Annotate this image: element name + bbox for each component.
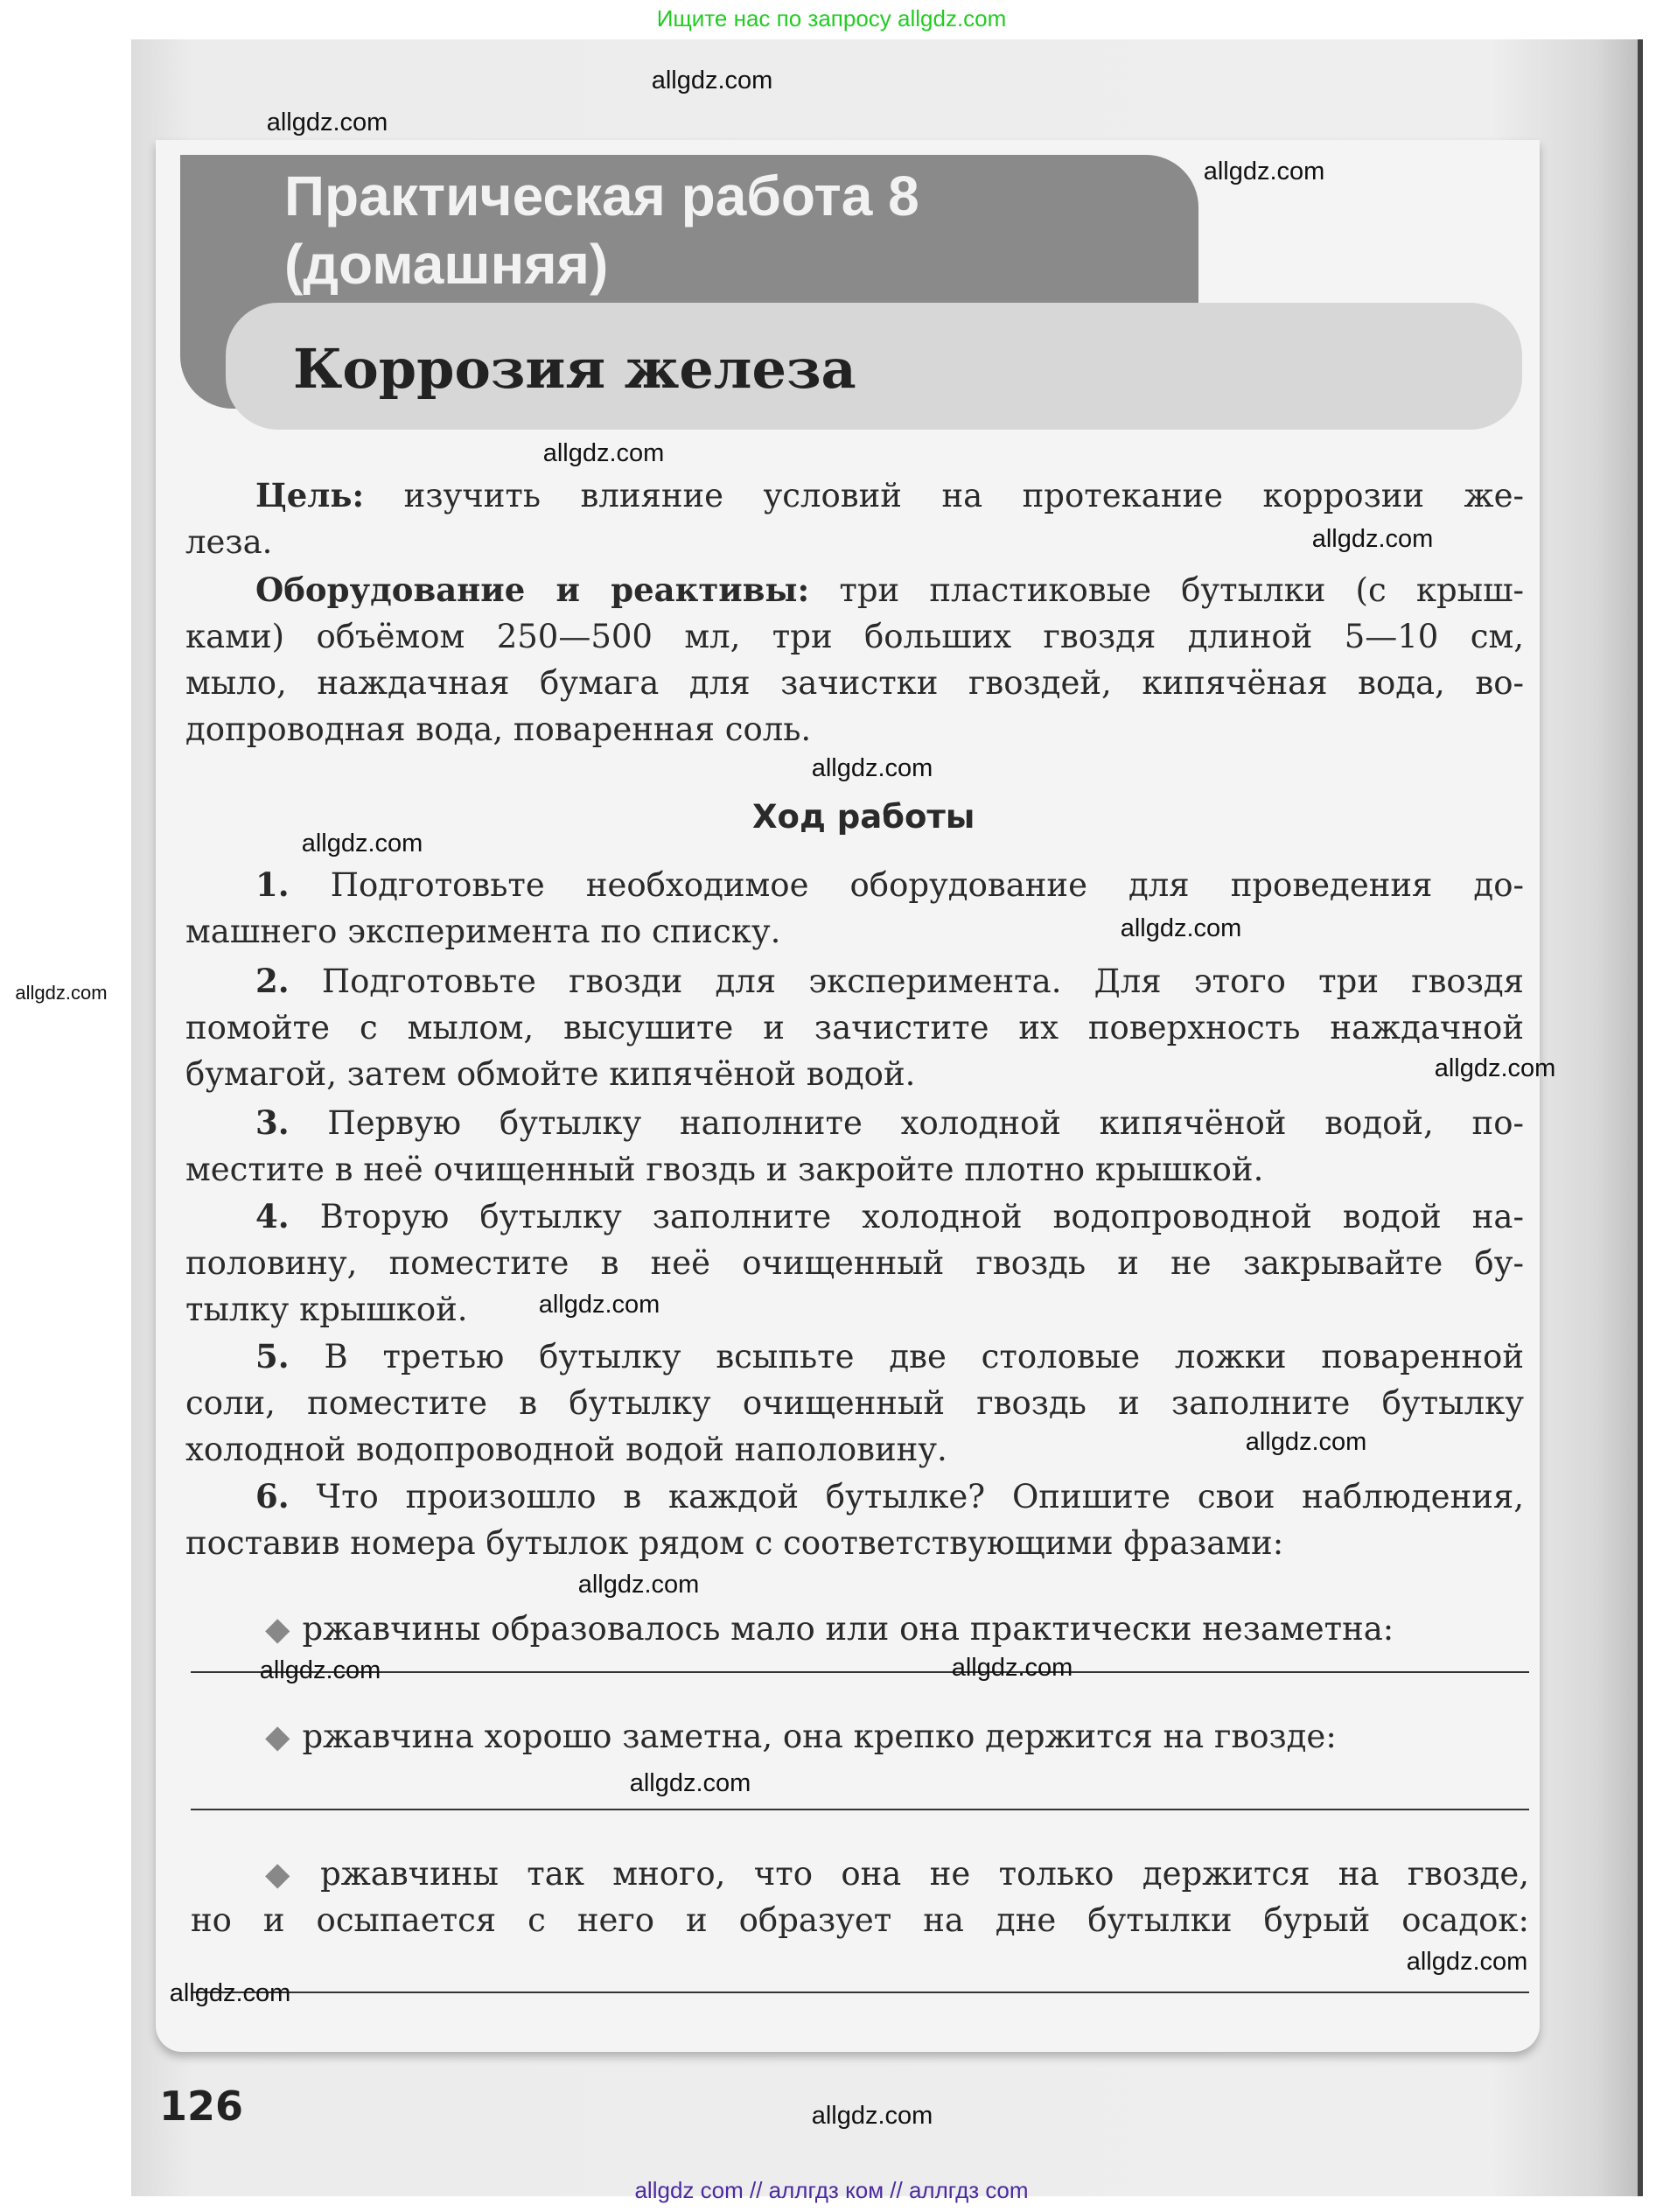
text-line	[191, 1851, 1529, 1897]
procedure-step	[185, 1100, 1524, 1193]
text-line: половину, поместите в неё очищенный гвоздь и не закрывайте бу-	[185, 1244, 1524, 1282]
diamond-bullet-icon: ◆	[265, 1855, 309, 1893]
topic-title: Коррозия железа	[293, 337, 856, 401]
observation-text: ржавчины образовалось мало или она практически незаметна:	[302, 1610, 1394, 1648]
observation-text: ржавчина хорошо заметна, она крепко держится на гвозде:	[302, 1718, 1337, 1755]
text-line: леза.	[185, 523, 273, 561]
procedure-heading: Ход работы	[752, 798, 975, 836]
equipment-paragraph	[185, 567, 1524, 752]
page-edge	[1638, 39, 1643, 2196]
text-line: тылку крышкой.	[185, 1291, 468, 1328]
step-number: 5.	[255, 1337, 290, 1376]
equipment-label: Оборудование и реактивы:	[255, 570, 810, 609]
diamond-bullet-icon: ◆	[265, 1718, 290, 1755]
watermark: allgdz.com	[169, 1979, 291, 2007]
watermark: allgdz.com	[301, 830, 423, 858]
watermark: allgdz.com	[538, 1291, 660, 1319]
answer-line[interactable]	[191, 1992, 1529, 1993]
procedure-step	[185, 1474, 1524, 1566]
watermark: allgdz.com	[266, 108, 388, 136]
text-line: бумагой, затем обмойте кипячёной водой.	[185, 1055, 916, 1093]
text-line: мыло, наждачная бумага для зачистки гвоздей, кипячёная вода, во-	[185, 664, 1524, 702]
watermark: allgdz.com	[951, 1654, 1073, 1682]
text-line: местите в неё очищенный гвоздь и закройте плотно крышкой.	[185, 1151, 1264, 1188]
page-number: 126	[159, 2082, 244, 2130]
watermark: allgdz.com	[1120, 914, 1242, 942]
text-line: машнего эксперимента по списку.	[185, 913, 781, 950]
title-line: (домашняя)	[284, 233, 609, 296]
text-line	[191, 1713, 1337, 1760]
step-text: Первую бутылку наполните холодной кипячёной водой, по-	[327, 1104, 1524, 1142]
watermark: allgdz.com	[1311, 525, 1434, 553]
text-line: помойте с мылом, высушите и зачистите их поверхность наждачной	[185, 1009, 1524, 1046]
watermark: allgdz.com	[542, 439, 665, 467]
observation-item	[191, 1606, 1529, 1652]
text-line: допроводная вода, поваренная соль.	[185, 710, 812, 748]
answer-line[interactable]	[191, 1671, 1529, 1673]
step-number: 3.	[255, 1103, 290, 1142]
watermark: allgdz.com	[259, 1656, 381, 1684]
bottom-banner-link[interactable]: allgdz com // аллгдз ком // аллгдз com	[634, 2177, 1029, 2203]
step-text: Вторую бутылку заполните холодной водопроводной водой на-	[319, 1198, 1524, 1236]
watermark: allgdz.com	[1406, 1948, 1528, 1976]
goal-label: Цель:	[255, 476, 365, 514]
text-line-content: три пластиковые бутылки (с крыш-	[839, 571, 1524, 609]
observation-text: ржавчины так много, что она не только держится на гвозде,	[320, 1855, 1529, 1893]
watermark: allgdz.com	[1245, 1428, 1367, 1456]
watermark: allgdz.com	[811, 2102, 933, 2130]
text-line	[185, 567, 1524, 613]
text-line	[185, 472, 1524, 519]
text-line: но и осыпается с него и образует на дне бутылки бурый осадок:	[191, 1901, 1529, 1939]
text-line-content: изучить влияние условий на протекание коррозии же-	[403, 477, 1524, 514]
title-line: Практическая работа 8	[284, 164, 919, 228]
watermark: allgdz.com	[629, 1769, 751, 1797]
step-number: 4.	[255, 1197, 290, 1236]
step-number: 2.	[255, 962, 290, 1000]
procedure-step	[185, 862, 1524, 955]
text-line	[185, 1474, 1524, 1520]
watermark: allgdz.com	[811, 754, 933, 782]
observation-item	[191, 1713, 1529, 1760]
text-line	[185, 862, 1524, 908]
text-line: ками) объёмом 250—500 мл, три больших гвоздя длиной 5—10 см,	[185, 618, 1524, 655]
watermark: allgdz.com	[651, 66, 773, 94]
procedure-step	[185, 1194, 1524, 1333]
step-text: Подготовьте необходимое оборудование для проведения до-	[330, 866, 1524, 904]
top-banner-link[interactable]: Ищите нас по запросу allgdz.com	[656, 5, 1007, 32]
diamond-bullet-icon: ◆	[265, 1610, 290, 1648]
step-number: 6.	[255, 1477, 290, 1516]
text-line: соли, поместите в бутылку очищенный гвоздь и заполните бутылку	[185, 1384, 1524, 1422]
text-line	[185, 1194, 1524, 1240]
observation-item	[191, 1851, 1529, 1943]
page-title	[284, 162, 919, 298]
step-text: Что произошло в каждой бутылке? Опишите свои наблюдения,	[316, 1478, 1524, 1516]
text-line	[191, 1606, 1394, 1652]
procedure-step	[185, 958, 1524, 1097]
text-line: холодной водопроводной водой наполовину.	[185, 1431, 947, 1468]
text-line	[185, 958, 1524, 1004]
watermark: allgdz.com	[577, 1571, 700, 1599]
watermark: allgdz.com	[1203, 158, 1325, 186]
text-line: поставив номера бутылок рядом с соответствующими фразами:	[185, 1524, 1284, 1562]
answer-line[interactable]	[191, 1809, 1529, 1810]
step-text: Подготовьте гвозди для эксперимента. Для этого три гвоздя	[321, 962, 1524, 1000]
watermark: allgdz.com	[1434, 1054, 1556, 1082]
text-line	[185, 1100, 1524, 1146]
step-number: 1.	[255, 865, 290, 904]
step-text: В третью бутылку всыпьте две столовые ложки поваренной	[324, 1338, 1524, 1376]
text-line	[185, 1334, 1524, 1380]
watermark: allgdz.com	[15, 982, 108, 1004]
